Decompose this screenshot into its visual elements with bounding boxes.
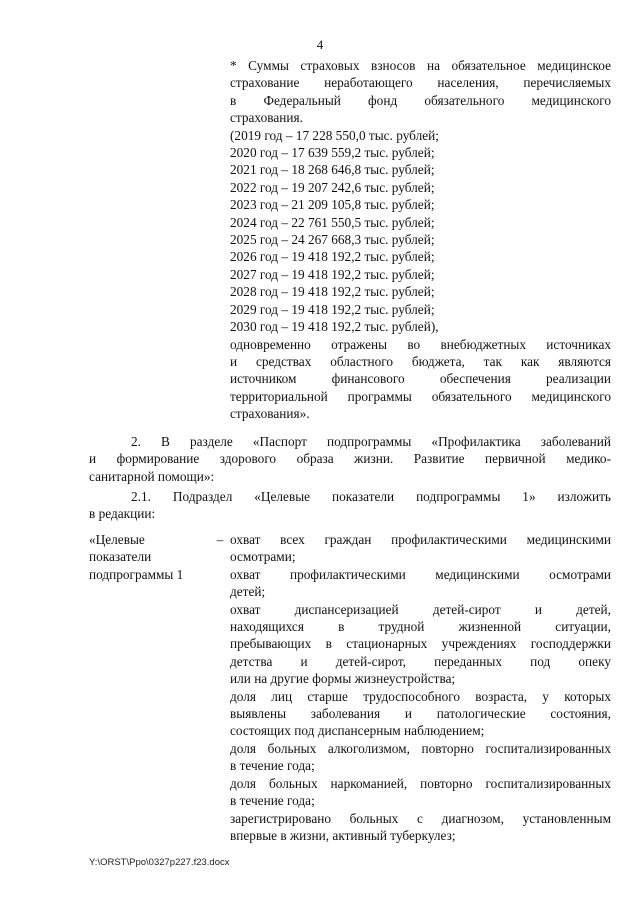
footnote-line: в Федеральный фонд обязательного медицинского (230, 92, 611, 108)
year-line: 2024 год – 22 761 550,5 тыс. рублей; (230, 214, 435, 230)
indicator-line: детства и детей-сирот, переданных под опеку (230, 653, 611, 669)
indicator-line: охват профилактическими медицинскими осмотрами (230, 566, 611, 582)
indicator-item (230, 688, 611, 740)
section-2-1-paragraph (89, 488, 611, 523)
indicator-line: в течение года; (230, 758, 315, 774)
indicator-line: выявлены заболевания и патологические состояния, (230, 706, 611, 722)
year-line: 2027 год – 19 418 192,2 тыс. рублей; (230, 266, 435, 282)
indicator-line: охват диспансеризацией детей-сирот и детей, (230, 601, 611, 617)
footnote-line: * Суммы страховых взносов на обязательное медицинское (230, 58, 611, 73)
indicator-line: впервые в жизни, активный туберкулез; (230, 827, 456, 843)
paragraph-line: санитарной помощи»: (89, 468, 215, 484)
indicator-line: находящихся в трудной жизненной ситуации, (230, 619, 611, 635)
indicator-line: в течение года; (230, 793, 315, 809)
indicator-item (230, 601, 611, 688)
paragraph-line: и формирование здорового образа жизни. Развитие первичной медико- (89, 451, 611, 467)
year-line: 2030 год – 19 418 192,2 тыс. рублей), (230, 319, 439, 335)
year-line: 2025 год – 24 267 668,3 тыс. рублей; (230, 232, 435, 248)
indicator-item (230, 810, 611, 845)
paragraph-line: 2.1. Подраздел «Целевые показатели подпрограммы 1» изложить (131, 489, 611, 504)
label-line: «Целевые (89, 532, 145, 547)
year-line: 2022 год – 19 207 242,6 тыс. рублей; (230, 179, 435, 195)
indicators-label (89, 531, 214, 583)
section-2-paragraph (89, 433, 611, 485)
dash-separator: – (216, 532, 224, 547)
indicator-line: доля лиц старше трудоспособного возраста, у которых (230, 688, 611, 704)
paragraph-line: в редакции: (89, 506, 156, 522)
page-number: 4 (316, 37, 324, 52)
indicator-line: или на другие формы жизнеустройства; (230, 671, 456, 687)
indicator-item (230, 775, 611, 810)
footnote-line: страхования». (230, 406, 310, 422)
indicator-line: детей; (230, 584, 266, 600)
indicator-line: осмотрами; (230, 549, 296, 565)
indicator-line: доля больных наркоманией, повторно госпитализированных (230, 775, 611, 791)
year-line: 2026 год – 19 418 192,2 тыс. рублей; (230, 249, 435, 265)
indicator-item (230, 531, 611, 566)
label-line: подпрограммы 1 (89, 566, 184, 582)
footnote-line: и средствах областного бюджета, так как являются (230, 353, 611, 369)
paragraph-line: 2. В разделе «Паспорт подпрограммы «Профилактика заболеваний (131, 434, 611, 449)
year-line: (2019 год – 17 228 550,0 тыс. рублей; (230, 127, 439, 143)
label-line: показатели (89, 549, 152, 565)
footnote-line: страхование неработающего населения, перечисляемых (230, 75, 611, 91)
year-line: 2028 год – 19 418 192,2 тыс. рублей; (230, 284, 435, 300)
indicator-line: зарегистрировано больных с диагнозом, установленным (230, 810, 611, 826)
year-line: 2023 год – 21 209 105,8 тыс. рублей; (230, 197, 435, 213)
indicators-list (230, 531, 611, 844)
indicator-item (230, 566, 611, 601)
year-line: 2029 год – 19 418 192,2 тыс. рублей; (230, 301, 435, 317)
year-line: 2021 год – 18 268 646,8 тыс. рублей; (230, 162, 435, 178)
footnote-block (230, 57, 611, 423)
indicator-line: доля больных алкоголизмом, повторно госпитализированных (230, 740, 611, 756)
footnote-line: территориальной программы обязательного медицинского (230, 388, 611, 404)
year-line: 2020 год – 17 639 559,2 тыс. рублей; (230, 145, 435, 161)
footnote-line: страхования. (230, 110, 303, 126)
indicator-line: охват всех граждан профилактическими медицинскими (230, 532, 611, 547)
indicator-item (230, 740, 611, 775)
indicator-line: состоящих под диспансерным наблюдением; (230, 723, 485, 739)
file-path-footer: Y:\ORST\Ppo\0327p227.f23.docx (89, 857, 230, 868)
footnote-line: одновременно отражены во внебюджетных источниках (230, 336, 611, 352)
footnote-line: источником финансового обеспечения реализации (230, 371, 611, 387)
indicator-line: пребывающих в стационарных учреждениях господдержки (230, 636, 611, 652)
